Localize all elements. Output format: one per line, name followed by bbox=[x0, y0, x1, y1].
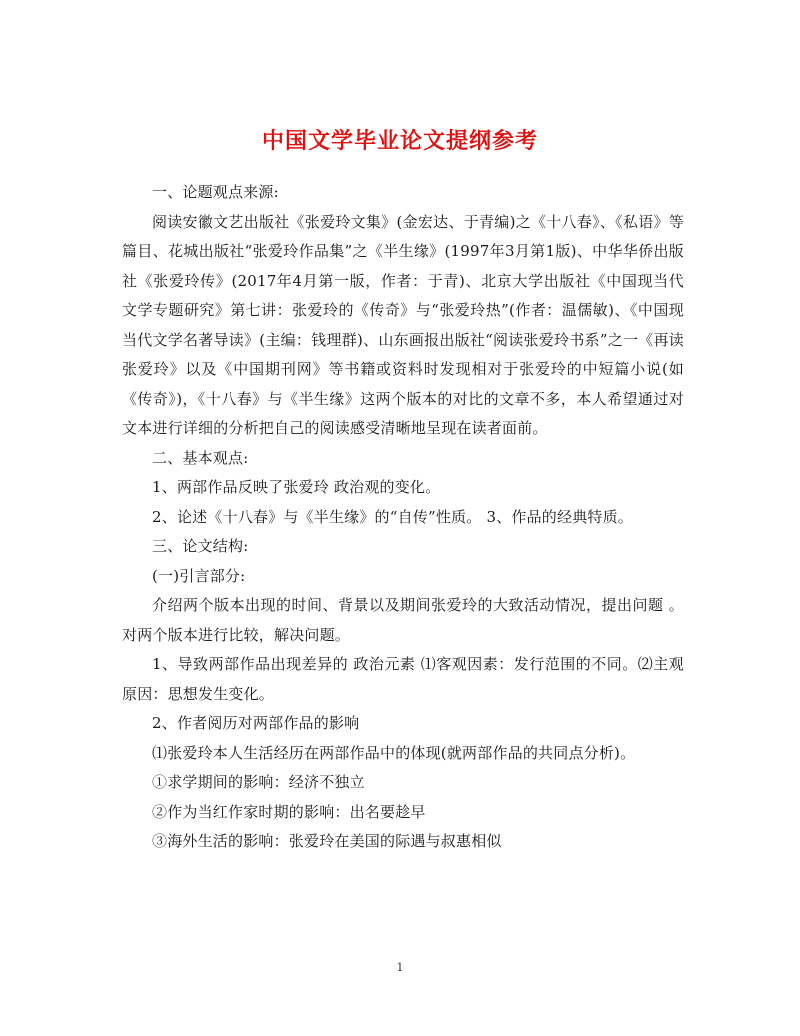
list-item: ①求学期间的影响：经济不独立 bbox=[152, 773, 365, 791]
list-item: 1、导致两部作品出现差异的 政治元素 ⑴客观因素：发行范围的不同。⑵主观原因：思想发生变化。 bbox=[122, 655, 684, 703]
list-item: ②作为当红作家时期的影响：出名要趁早 bbox=[152, 802, 426, 821]
document-body bbox=[122, 178, 684, 857]
subsection-heading: (一)引言部分: bbox=[152, 566, 246, 585]
list-item: 2、作者阅历对两部作品的影响 bbox=[152, 714, 360, 732]
list-item: ⑴张爱玲本人生活经历在两部作品中的体现(就两部作品的共同点分析)。 bbox=[152, 743, 636, 762]
document-title: 中国文学毕业论文提纲参考 bbox=[261, 128, 538, 154]
page-number: 1 bbox=[396, 961, 404, 974]
body-paragraph: 介绍两个版本出现的时间、背景以及期间张爱玲的大致活动情况，提出问题 。 对两个版本进行比较，解决问题。 bbox=[122, 596, 684, 644]
list-item: 1、两部作品反映了张爱玲 政治观的变化。 bbox=[152, 478, 441, 496]
section-heading: 一、论题观点来源: bbox=[152, 183, 279, 201]
list-item: 2、论述《十八春》与《半生缘》的“自传”性质。 3、作品的经典特质。 bbox=[152, 507, 633, 526]
body-paragraph: 阅读安徽文艺出版社《张爱玲文集》(金宏达、于青编)之《十八春》、《私语》等篇目、花城出版社“张爱玲作品集”之《半生缘》(1997年3月第1版)、中华华侨出版社《张爱玲传》(2017年4月第一版，作者：于青)、北京大学出版社《中国现当代文学专题研究》第七讲：张爱玲的《传奇》与“张爱玲热”(作者：温儒敏)、《中国现当代文学名著导读》(主编：钱理群)、山东画报出版社“阅读张爱玲书系”之一《再读张爱玲》以及《中国期刊网》等书籍或资料时发现相对于张爱玲的中短篇小说(如《传奇》)，《十八春》与《半生缘》这两个版本的对比的文章不多，本人希望通过对文本进行详细的分析把自己的阅读感受清晰地呈现在读者面前。 bbox=[122, 212, 684, 437]
section-heading: 二、基本观点: bbox=[152, 448, 249, 467]
list-item: ③海外生活的影响：张爱玲在美国的际遇与叔惠相似 bbox=[152, 832, 502, 850]
section-heading: 三、论文结构: bbox=[152, 537, 249, 555]
